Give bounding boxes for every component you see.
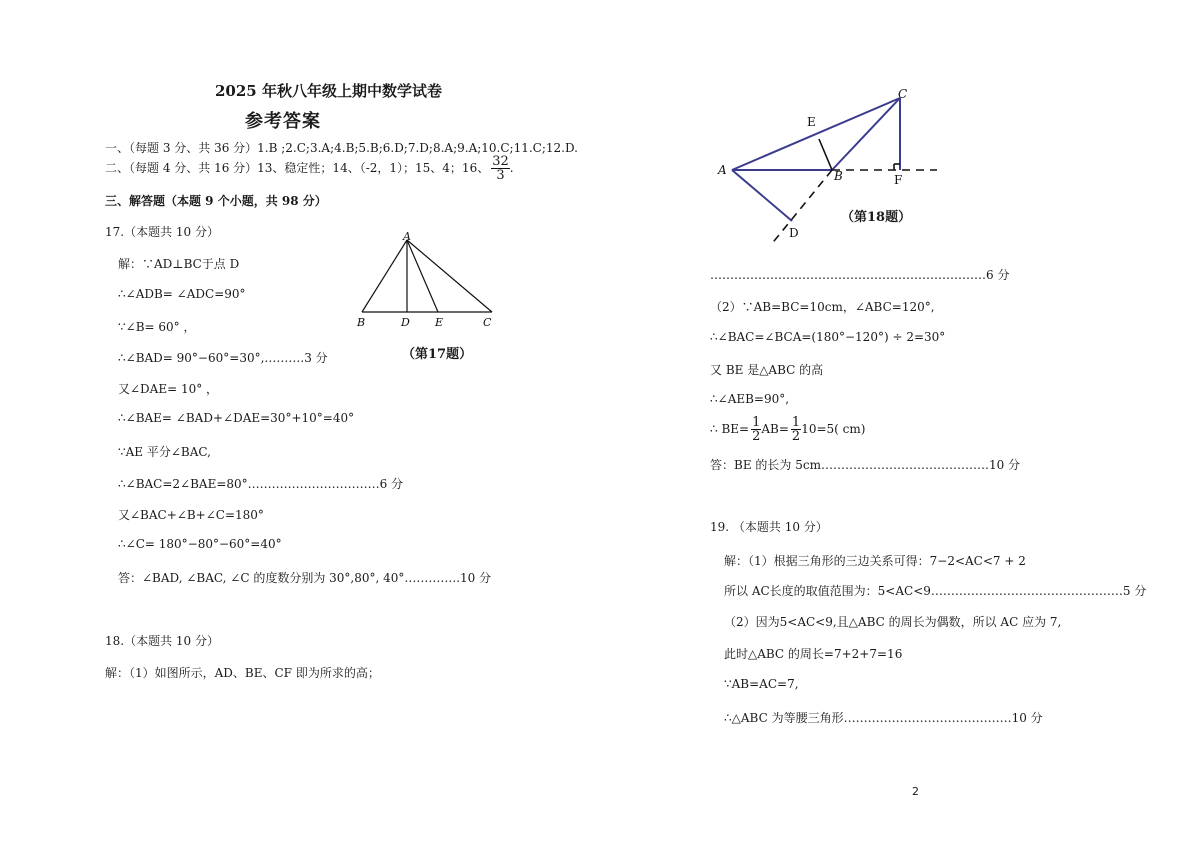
fraction-1-denominator: 2 <box>752 429 761 444</box>
extension-cb <box>770 170 832 246</box>
label-c: C <box>898 88 908 101</box>
q19-line-3: （2）因为5<AC<9,且△ABC 的周长为偶数，所以 AC 应为 7, <box>724 615 1062 629</box>
fraction <box>491 155 510 182</box>
q17-line-8: ∴∠BAC=2∠BAE=80°……………………………6 分 <box>118 477 404 491</box>
q18-heading: 18.（本题共 10 分） <box>105 634 219 648</box>
fraction-denominator: 3 <box>496 168 505 183</box>
q18-line-5: ∴∠AEB=90°, <box>710 392 790 406</box>
label-b: B <box>834 169 843 183</box>
be-tail: 10=5( cm) <box>801 422 866 436</box>
fraction-1 <box>751 416 761 443</box>
q17-line-7: ∵AE 平分∠BAC, <box>118 445 211 459</box>
part2-text: 二、（每题 4 分、共 16 分）13、稳定性；14、（-2，1）；15、4；16、 <box>105 161 490 175</box>
q17-figure <box>350 228 510 338</box>
fraction-numerator: 32 <box>492 154 509 169</box>
page-number: 2 <box>912 785 919 798</box>
be-prefix: ∴ BE= <box>710 422 750 436</box>
label-d: D <box>789 226 799 240</box>
label-c: C <box>483 316 492 329</box>
q19-line-2: 所以 AC长度的取值范围为：5<AC<9…………………………………………5 分 <box>724 584 1147 598</box>
altitude-be <box>819 139 832 170</box>
label-e: E <box>435 316 444 329</box>
q18-line-2: （2）∵AB=BC=10cm，∠ABC=120°, <box>710 300 935 314</box>
q19-line-1: 解：（1）根据三角形的三边关系可得：7−2<AC<7 + 2 <box>724 554 1026 568</box>
part3-heading: 三、解答题（本题 9 个小题，共 98 分） <box>105 194 327 208</box>
q17-line-1: 解：∵AD⊥BC于点 D <box>118 257 240 271</box>
page-title: 2025 年秋八年级上期中数学试卷 <box>215 82 442 100</box>
q18-answer: 答：BE 的长为 5cm……………………………………10 分 <box>710 458 1021 472</box>
label-f: F <box>894 173 903 187</box>
q19-line-5: ∵AB=AC=7, <box>724 677 799 691</box>
q18-line-3: ∴∠BAC=∠BCA=(180°−120°) ÷ 2=30° <box>710 330 946 344</box>
bisector-ae <box>407 240 438 312</box>
label-a: A <box>718 163 727 177</box>
q18-line-4: 又 BE 是△ABC 的高 <box>710 363 824 377</box>
q18-be-formula <box>710 416 865 443</box>
side-ab <box>362 240 407 312</box>
label-e: E <box>807 115 816 129</box>
q17-line-3: ∵∠B= 60° ， <box>118 320 196 334</box>
q17-line-10: ∴∠C= 180°−80°−60°=40° <box>118 537 282 551</box>
q17-line-4: ∴∠BAD= 90°−60°=30°,……….3 分 <box>118 351 328 365</box>
side-ac <box>732 98 900 170</box>
part2-tail: . <box>509 161 514 175</box>
q18-line-1: 解：（1）如图所示，AD、BE、CF 即为所求的高； <box>105 666 380 680</box>
be-mid: AB= <box>761 422 789 436</box>
q18-figure <box>712 88 952 253</box>
side-ac <box>407 240 492 312</box>
fraction-2-numerator: 1 <box>791 415 801 430</box>
q17-line-2: ∴∠ADB= ∠ADC=90° <box>118 287 246 301</box>
fraction-1-numerator: 1 <box>752 415 761 430</box>
altitude-ad <box>732 170 792 221</box>
q17-line-5: 又∠DAE= 10° ， <box>118 382 219 396</box>
q17-line-6: ∴∠BAE= ∠BAD+∠DAE=30°+10°=40° <box>118 411 355 425</box>
label-b: B <box>357 316 366 329</box>
fraction-2 <box>791 416 801 443</box>
fraction-2-denominator: 2 <box>791 429 801 444</box>
part1-answers: 一、（每题 3 分、共 36 分）1.B ;2.C;3.A;4.B;5.B;6.D;7.D;8.A;9.A;10.C;11.C;12.D. <box>105 141 578 155</box>
q18-figure-caption: （第18题） <box>841 210 912 225</box>
q17-heading: 17.（本题共 10 分） <box>105 225 219 239</box>
q17-line-11: 答：∠BAD, ∠BAC, ∠C 的度数分别为 30°,80°, 40°…………..10 分 <box>118 571 492 585</box>
q19-line-6: ∴△ABC 为等腰三角形……………………………………10 分 <box>724 711 1043 725</box>
page-subtitle: 参考答案 <box>245 111 321 132</box>
q19-line-4: 此时△ABC 的周长=7+2+7=16 <box>724 647 903 661</box>
side-bc <box>832 98 900 170</box>
q18-score-6: ……………………………………………………………6 分 <box>710 268 1010 282</box>
part2-answers <box>105 155 514 182</box>
label-a: A <box>403 230 411 243</box>
q17-figure-caption: （第17题） <box>402 347 473 362</box>
label-d: D <box>401 316 410 329</box>
q17-line-9: 又∠BAC+∠B+∠C=180° <box>118 508 264 522</box>
q19-heading: 19. （本题共 10 分） <box>710 520 828 534</box>
